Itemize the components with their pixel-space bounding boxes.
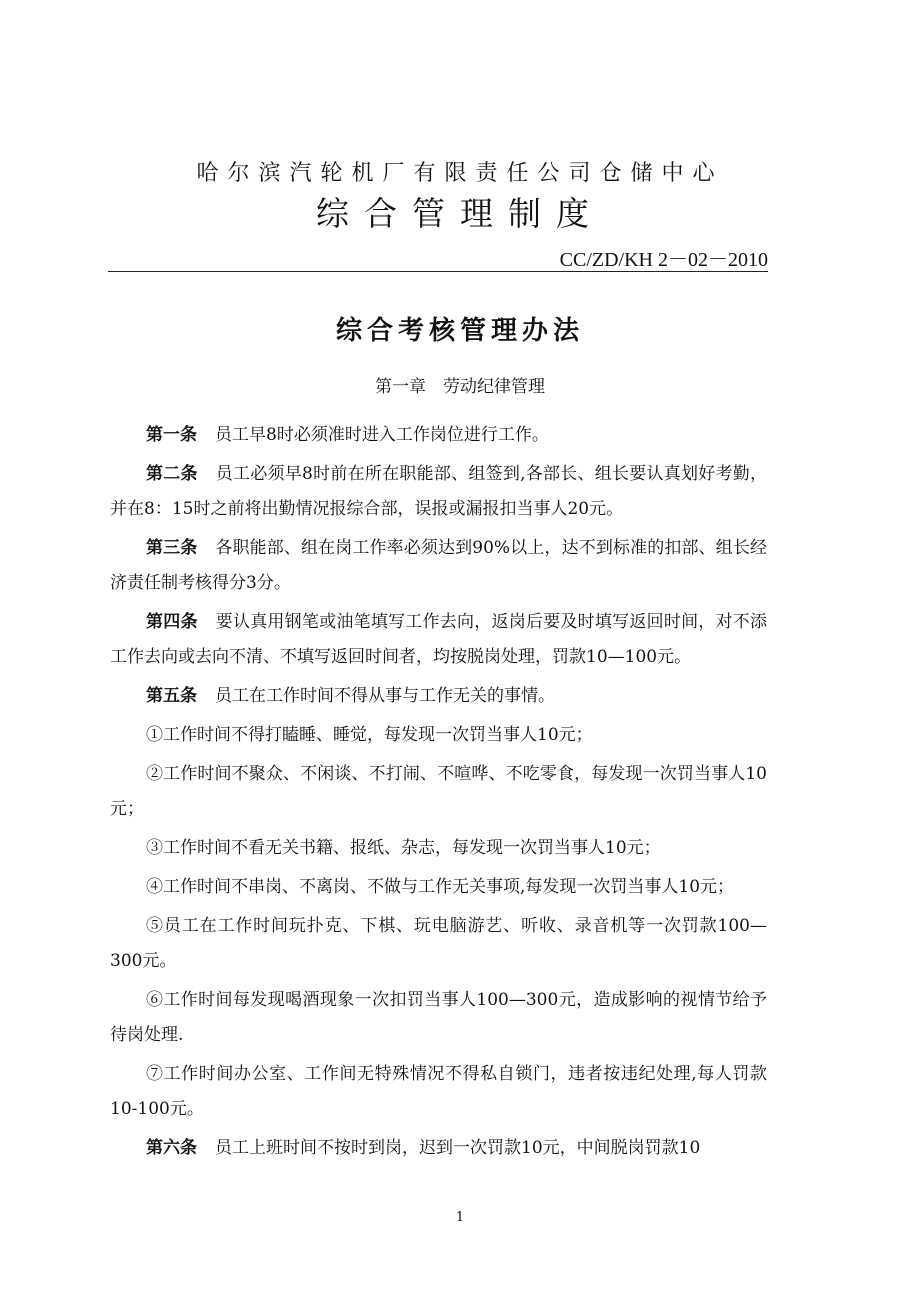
article-text: 员工早8时必须准时进入工作岗位进行工作。 (215, 425, 549, 445)
article-text: 员工上班时间不按时到岗，迟到一次罚款10元，中间脱岗罚款10 (215, 1138, 701, 1158)
article-label: 第一条 (146, 425, 197, 445)
article-label: 第四条 (146, 612, 198, 632)
article-paragraph (110, 531, 767, 601)
article-paragraph (110, 605, 767, 675)
company-name: 哈尔滨汽轮机厂有限责任公司仓储中心 (196, 161, 724, 186)
sub-item: ③工作时间不看无关书籍、报纸、杂志，每发现一次罚当事人10元； (146, 838, 661, 858)
header-divider (108, 271, 768, 272)
document-type-title: 综合管理制度 (316, 194, 604, 233)
article-label: 第五条 (146, 686, 197, 706)
article-paragraph (110, 1131, 767, 1166)
article-paragraph (110, 457, 767, 527)
sub-item: ②工作时间不聚众、不闲谈、不打闹、不喧哗、不吃零食，每发现一次罚当事人10元； (110, 764, 767, 819)
document-body (110, 418, 767, 1166)
sub-item: ①工作时间不得打瞌睡、睡觉，每发现一次罚当事人10元； (146, 725, 593, 745)
document-number: CC/ZD/KH 2－02－2010 (559, 249, 768, 271)
sub-item: ④工作时间不串岗、不离岗、不做与工作无关事项,每发现一次罚当事人10元； (146, 877, 735, 897)
article-text: 员工在工作时间不得从事与工作无关的事情。 (215, 686, 555, 706)
page-title: 综合考核管理办法 (335, 316, 584, 346)
article-label: 第三条 (146, 538, 198, 558)
article-label: 第六条 (146, 1138, 197, 1158)
sub-item: ⑤员工在工作时间玩扑克、下棋、玩电脑游艺、听收、录音机等一次罚款100—300元。 (110, 916, 767, 971)
article-label: 第二条 (146, 464, 198, 484)
sub-item: ⑦工作时间办公室、工作间无特殊情况不得私自锁门，违者按违纪处理,每人罚款10-100元。 (110, 1064, 767, 1119)
article-paragraph (110, 418, 767, 453)
page-number: 1 (455, 1210, 465, 1225)
article-paragraph (110, 679, 767, 714)
sub-item: ⑥工作时间每发现喝酒现象一次扣罚当事人100—300元，造成影响的视情节给予待岗处理. (110, 990, 767, 1045)
article-text: 要认真用钢笔或油笔填写工作去向，返岗后要及时填写返回时间，对不添工作去向或去向不清、不填写返回时间者，均按脱岗处理，罚款10—100元。 (110, 612, 768, 667)
article-text: 员工必须早8时前在所在职能部、组签到,各部长、组长要认真划好考勤，并在8：15时之前将出勤情况报综合部，误报或漏报扣当事人20元。 (110, 464, 768, 519)
chapter-heading: 第一章 劳动纪律管理 (375, 377, 545, 397)
article-text: 各职能部、组在岗工作率必须达到90%以上，达不到标准的扣部、组长经济责任制考核得分3分。 (110, 538, 767, 593)
